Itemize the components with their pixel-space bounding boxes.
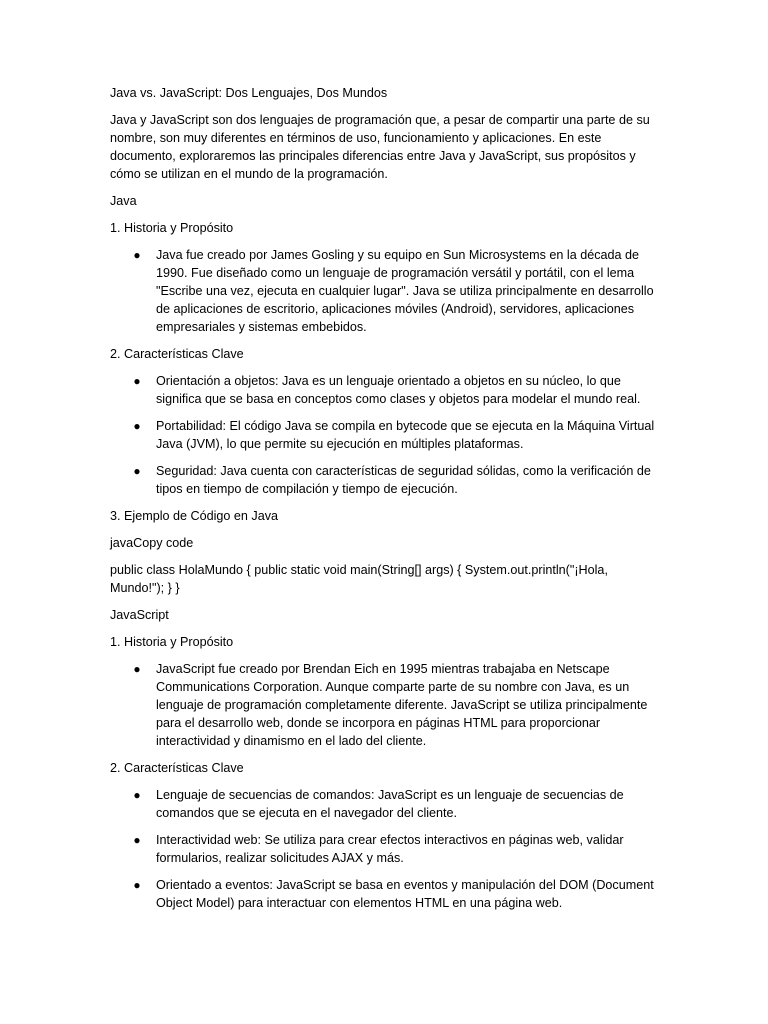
list-item <box>110 660 662 750</box>
java-heading: Java <box>110 194 137 208</box>
document-page <box>110 84 662 921</box>
code-snippet: public class HolaMundo { public static void main(String[] args) { System.out.println("¡Hola, Mundo!"); } } <box>110 563 608 595</box>
list-item <box>110 372 662 408</box>
list-item <box>110 786 662 822</box>
list-item <box>110 876 662 912</box>
java-history-heading: 1. Historia y Propósito <box>110 221 234 235</box>
list-item-text: Interactividad web: Se utiliza para crear efectos interactivos en páginas web, validar formularios, realizar solicitudes AJAX y más. <box>156 833 624 865</box>
list-item <box>110 831 662 867</box>
java-features-heading: 2. Características Clave <box>110 347 244 361</box>
bullet-icon: ● <box>133 374 141 388</box>
javascript-heading: JavaScript <box>110 608 169 622</box>
list-item-text: Lenguaje de secuencias de comandos: JavaScript es un lenguaje de secuencias de comandos que se ejecuta en el navegador del cliente. <box>156 788 624 820</box>
document-title: Java vs. JavaScript: Dos Lenguajes, Dos Mundos <box>110 86 388 100</box>
list-item-text: Portabilidad: El código Java se compila en bytecode que se ejecuta en la Máquina Virtual Java (JVM), lo que permite su ejecución en múltiples plataformas. <box>156 419 655 451</box>
java-example-heading: 3. Ejemplo de Código en Java <box>110 509 279 523</box>
javascript-features-heading: 2. Características Clave <box>110 761 244 775</box>
java-history-list <box>110 246 662 336</box>
bullet-icon: ● <box>133 833 141 847</box>
list-item-text: Seguridad: Java cuenta con características de seguridad sólidas, como la verificación de tipos en tiempo de compilación y tiempo de ejecución. <box>156 464 651 496</box>
bullet-icon: ● <box>133 788 141 802</box>
bullet-icon: ● <box>133 419 141 433</box>
bullet-icon: ● <box>133 248 141 262</box>
list-item-text: Orientado a eventos: JavaScript se basa en eventos y manipulación del DOM (Document Object Model) para interactuar con elementos HTML en una página web. <box>156 878 654 910</box>
intro-paragraph: Java y JavaScript son dos lenguajes de programación que, a pesar de compartir una parte de su nombre, son muy diferentes en términos de uso, funcionamiento y aplicaciones. En este documento, exploraremos las principales diferencias entre Java y JavaScript, sus propósitos y cómo se utilizan en el mundo de la programación. <box>110 113 650 181</box>
code-label: javaCopy code <box>110 536 194 550</box>
list-item <box>110 246 662 336</box>
javascript-features-list <box>110 786 662 912</box>
javascript-history-heading: 1. Historia y Propósito <box>110 635 234 649</box>
list-item <box>110 417 662 453</box>
list-item-text: Orientación a objetos: Java es un lenguaje orientado a objetos en su núcleo, lo que significa que se basa en conceptos como clases y objetos para modelar el mundo real. <box>156 374 641 406</box>
java-features-list <box>110 372 662 498</box>
bullet-icon: ● <box>133 878 141 892</box>
bullet-icon: ● <box>133 464 141 478</box>
list-item <box>110 462 662 498</box>
bullet-icon: ● <box>133 662 141 676</box>
list-item-text: Java fue creado por James Gosling y su equipo en Sun Microsystems en la década de 1990. Fue diseñado como un lenguaje de programación versátil y portátil, con el lema "Escribe una vez, ejecuta en cualquier lugar". Java se utiliza principalmente en desarrollo de aplicaciones de escritorio, aplicaciones móviles (Android), servidores, aplicaciones empresariales y sistemas embebidos. <box>156 248 654 334</box>
list-item-text: JavaScript fue creado por Brendan Eich en 1995 mientras trabajaba en Netscape Communications Corporation. Aunque comparte parte de su nombre con Java, es un lenguaje de programación completamente diferente. JavaScript se utiliza principalmente para el desarrollo web, donde se incorpora en páginas HTML para proporcionar interactividad y dinamismo en el lado del cliente. <box>156 662 648 748</box>
javascript-history-list <box>110 660 662 750</box>
